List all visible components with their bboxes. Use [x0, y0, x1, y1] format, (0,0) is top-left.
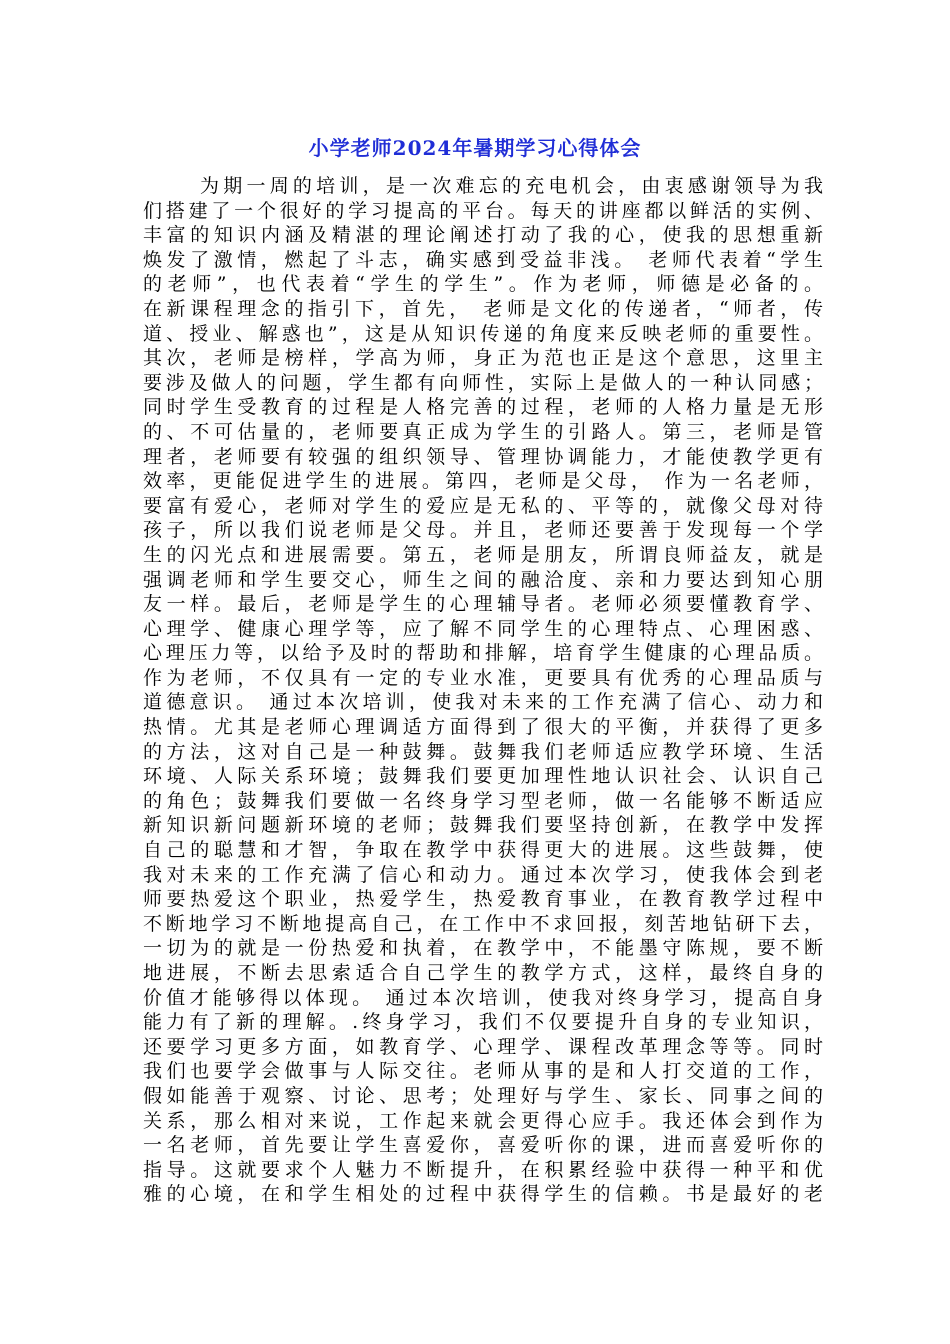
- body-text-line: 的角色；鼓舞我们要做一名终身学习型老师，做一名能够不断适应: [143, 789, 823, 812]
- body-text-line: 心理学、健康心理学等，应了解不同学生的心理特点、心理困惑、: [143, 617, 823, 640]
- body-text-line: 的老师”，也代表着“学生的学生”。作为老师，师德是必备的。: [143, 273, 823, 296]
- body-text-line: 强调老师和学生要交心，师生之间的融洽度、亲和力要达到知心朋: [143, 568, 823, 591]
- body-text-line: 理者，老师要有较强的组织领导、管理协调能力，才能使教学更有: [143, 445, 823, 468]
- body-text-line: 价值才能够得以体现。 通过本次培训，使我对终身学习，提高自身: [143, 986, 823, 1009]
- document-body: [143, 174, 823, 1207]
- body-text-line: 不断地学习不断地提高自己，在工作中不求回报，刻苦地钻研下去，: [143, 912, 823, 935]
- body-text-line: 们搭建了一个很好的学习提高的平台。每天的讲座都以鲜活的实例、: [143, 199, 823, 222]
- body-text-line: 心理压力等，以给予及时的帮助和排解，培育学生健康的心理品质。: [143, 642, 823, 665]
- body-text-line: 一名老师，首先要让学生喜爱你，喜爱听你的课，进而喜爱听你的: [143, 1134, 823, 1157]
- body-text-line: 在新课程理念的指引下，首先， 老师是文化的传递者，“师者，传: [143, 297, 823, 320]
- body-text-line: 我们也要学会做事与人际交往。老师从事的是和人打交道的工作，: [143, 1060, 823, 1083]
- body-text-line: 生的闪光点和进展需要。第五，老师是朋友，所谓良师益友，就是: [143, 543, 823, 566]
- body-text-line: 的、不可估量的，老师要真正成为学生的引路人。第三，老师是管: [143, 420, 823, 443]
- body-text-line: 道、授业、解惑也”，这是从知识传递的角度来反映老师的重要性。: [143, 322, 823, 345]
- body-text-line: 孩子，所以我们说老师是父母。并且，老师还要善于发现每一个学: [143, 519, 823, 542]
- body-text-line: 指导。这就要求个人魅力不断提升，在积累经验中获得一种平和优: [143, 1158, 823, 1181]
- body-text-line: 的方法，这对自己是一种鼓舞。鼓舞我们老师适应教学环境、生活: [143, 740, 823, 763]
- body-text-line: 假如能善于观察、讨论、思考；处理好与学生、家长、同事之间的: [143, 1084, 823, 1107]
- body-text-line: 同时学生受教育的过程是人格完善的过程，老师的人格力量是无形: [143, 396, 823, 419]
- body-text-line: 雅的心境，在和学生相处的过程中获得学生的信赖。书是最好的老: [143, 1183, 823, 1206]
- body-text-line: 要富有爱心，老师对学生的爱应是无私的、平等的，就像父母对待: [143, 494, 823, 517]
- body-text-line: 要涉及做人的问题，学生都有向师性，实际上是做人的一种认同感；: [143, 371, 823, 394]
- document-title: 小学老师2024年暑期学习心得体会: [308, 136, 642, 160]
- body-text-line: 友一样。最后，老师是学生的心理辅导者。老师必须要懂教育学、: [143, 593, 823, 616]
- body-text-line: 新知识新问题新环境的老师；鼓舞我们要坚持创新，在教学中发挥: [143, 814, 823, 837]
- body-text-line: 师要热爱这个职业，热爱学生，热爱教育事业，在教育教学过程中: [143, 888, 823, 911]
- body-text-line: 能力有了新的理解。.终身学习，我们不仅要提升自身的专业知识，: [143, 1011, 823, 1034]
- body-text-line: 焕发了激情，燃起了斗志，确实感到受益非浅。 老师代表着“学生: [143, 248, 823, 271]
- body-text-line: 热情。尤其是老师心理调适方面得到了很大的平衡，并获得了更多: [143, 716, 823, 739]
- body-text-line: 关系，那么相对来说，工作起来就会更得心应手。我还体会到作为: [143, 1109, 823, 1132]
- body-text-line: 丰富的知识内涵及精湛的理论阐述打动了我的心，使我的思想重新: [143, 224, 823, 247]
- body-text-line: 一切为的就是一份热爱和执着，在教学中，不能墨守陈规，要不断: [143, 937, 823, 960]
- body-text-line: 环境、人际关系环境；鼓舞我们要更加理性地认识社会、认识自己: [143, 765, 823, 788]
- body-text-line: 作为老师，不仅具有一定的专业水准，更要具有优秀的心理品质与: [143, 666, 823, 689]
- body-text-line: 自己的聪慧和才智，争取在教学中获得更大的进展。这些鼓舞，使: [143, 839, 823, 862]
- body-text-line: 效率，更能促进学生的进展。第四，老师是父母， 作为一名老师，: [143, 470, 823, 493]
- body-text-line: 其次，老师是榜样，学高为师，身正为范也正是这个意思，这里主: [143, 347, 823, 370]
- body-text-line: 还要学习更多方面，如教育学、心理学、课程改革理念等等。同时: [143, 1035, 823, 1058]
- body-text-line: 道德意识。 通过本次培训，使我对未来的工作充满了信心、动力和: [143, 691, 823, 714]
- body-text-line: 地进展，不断去思索适合自己学生的教学方式，这样，最终自身的: [143, 962, 823, 984]
- body-text-line: 为期一周的培训，是一次难忘的充电机会，由衷感谢领导为我: [200, 175, 823, 197]
- body-text-line: 我对未来的工作充满了信心和动力。通过本次学习，使我体会到老: [143, 863, 823, 886]
